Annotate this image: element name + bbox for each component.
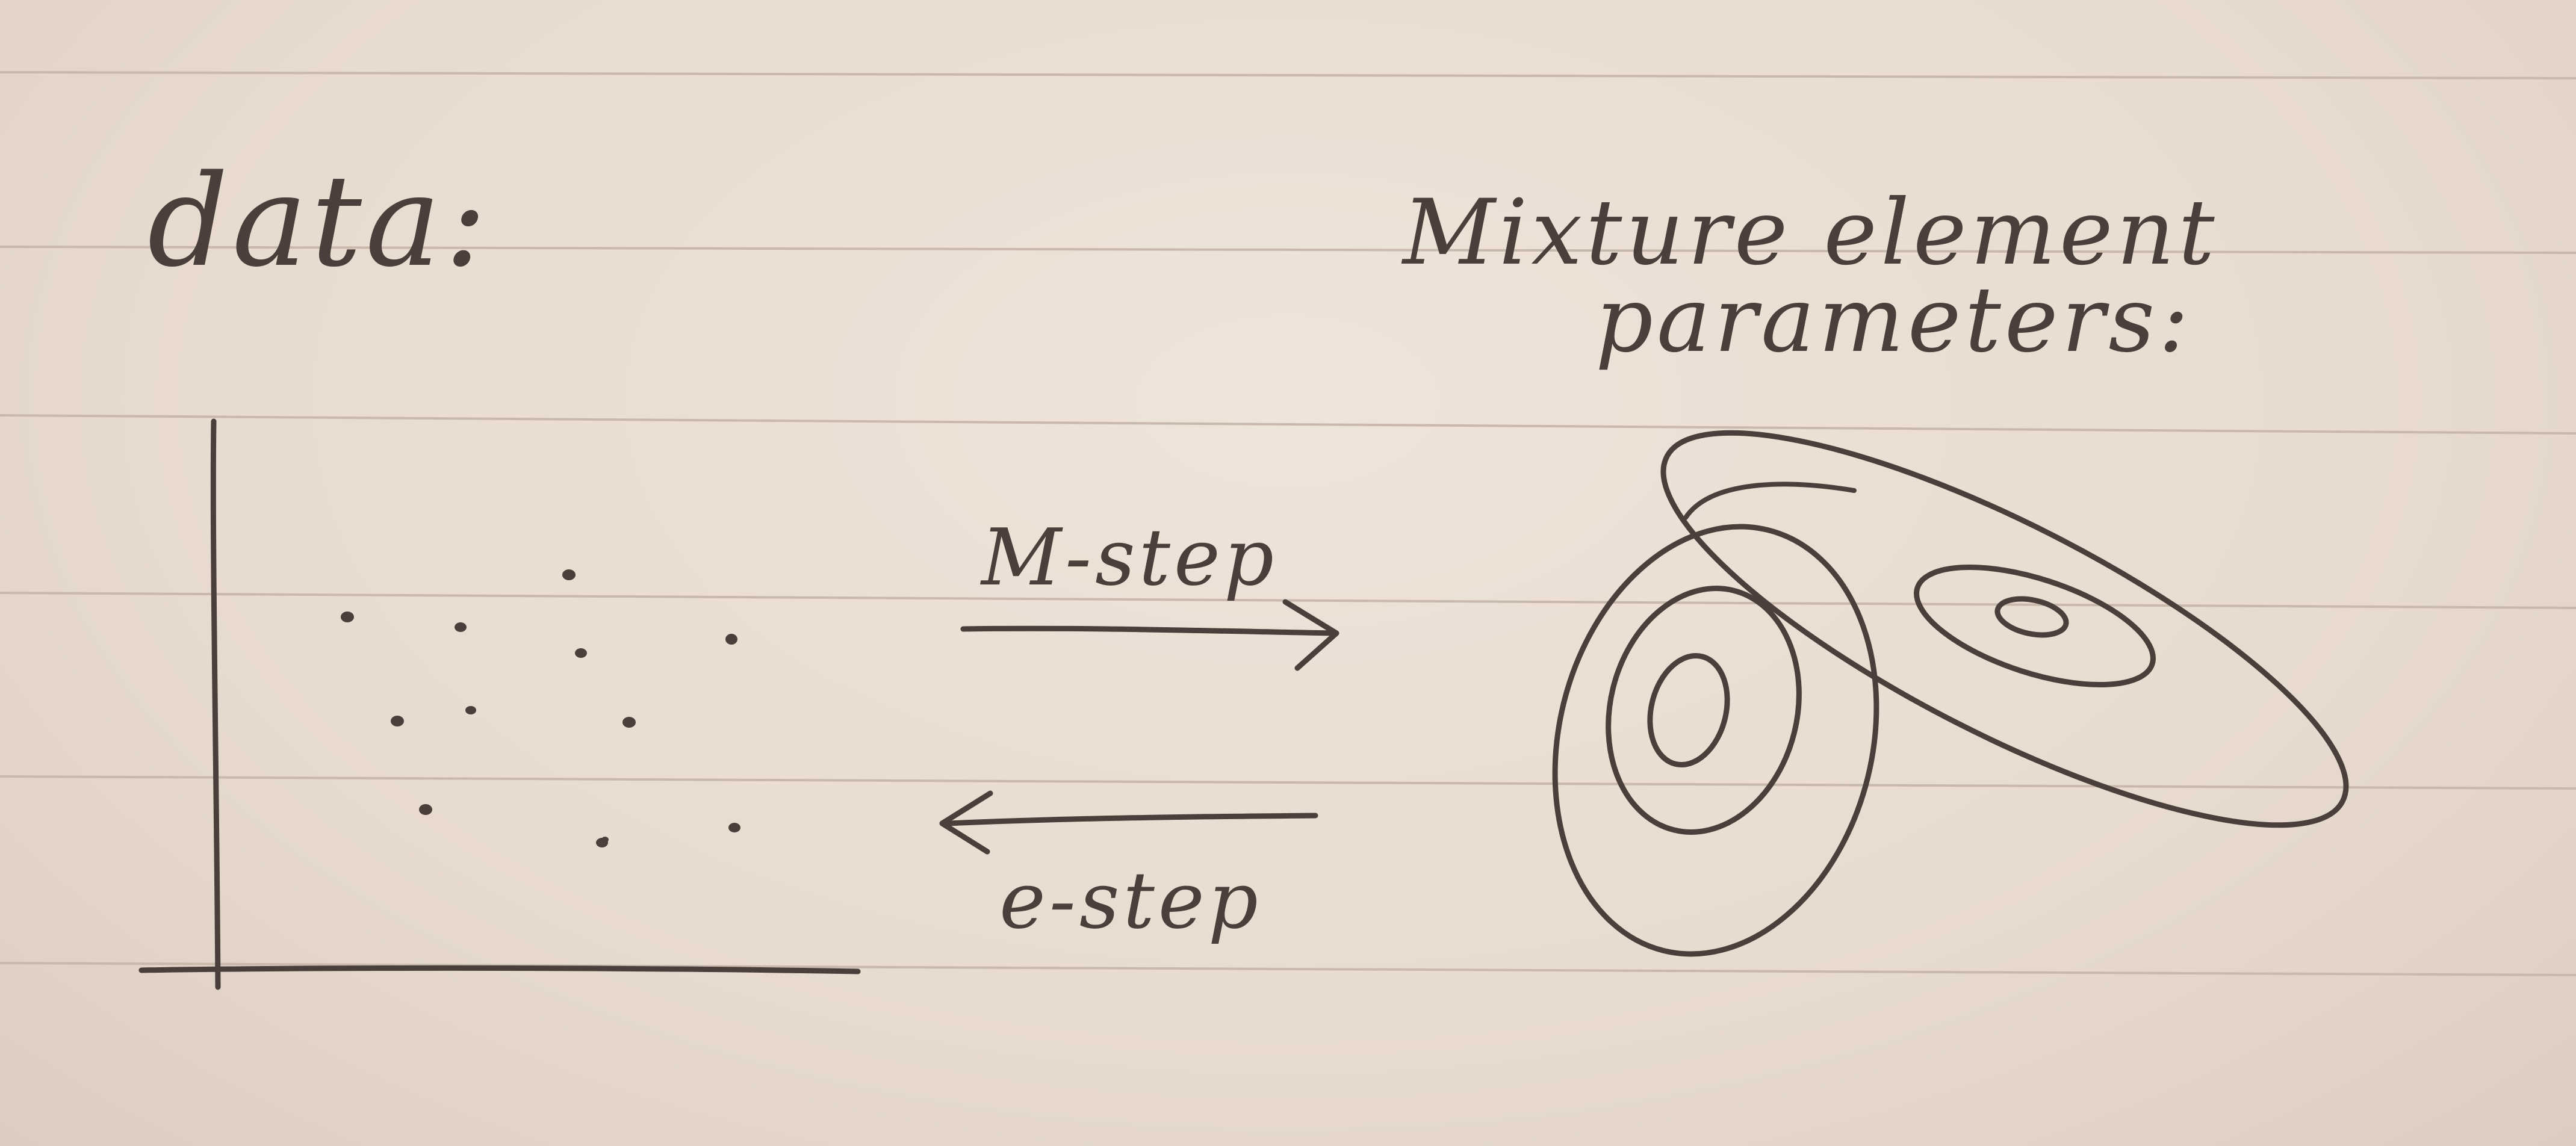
e-step-label: e-step	[999, 855, 1262, 946]
mixture-component-left	[1512, 492, 1920, 988]
data-point	[341, 612, 354, 622]
mixture-title-line1: Mixture element	[1403, 181, 2218, 285]
data-point	[728, 823, 740, 832]
data-point	[419, 804, 432, 815]
y-axis	[213, 421, 218, 987]
data-point	[562, 569, 576, 580]
data-point	[455, 622, 467, 632]
mixture-title-line2: parameters:	[1595, 268, 2193, 373]
m-step-label: M-step	[981, 512, 1278, 603]
e-step-arrow	[942, 793, 1315, 852]
scatter-points	[341, 569, 740, 847]
data-point	[575, 648, 587, 658]
scatter-axes	[141, 421, 858, 987]
x-axis	[141, 968, 858, 971]
data-point	[725, 634, 737, 645]
m-step-arrow	[963, 602, 1336, 668]
data-point	[622, 717, 636, 728]
data-point	[601, 837, 609, 843]
data-point	[391, 716, 404, 726]
data-label: data:	[147, 147, 491, 295]
data-point	[465, 706, 476, 714]
mixture-component-right	[1619, 363, 2391, 895]
